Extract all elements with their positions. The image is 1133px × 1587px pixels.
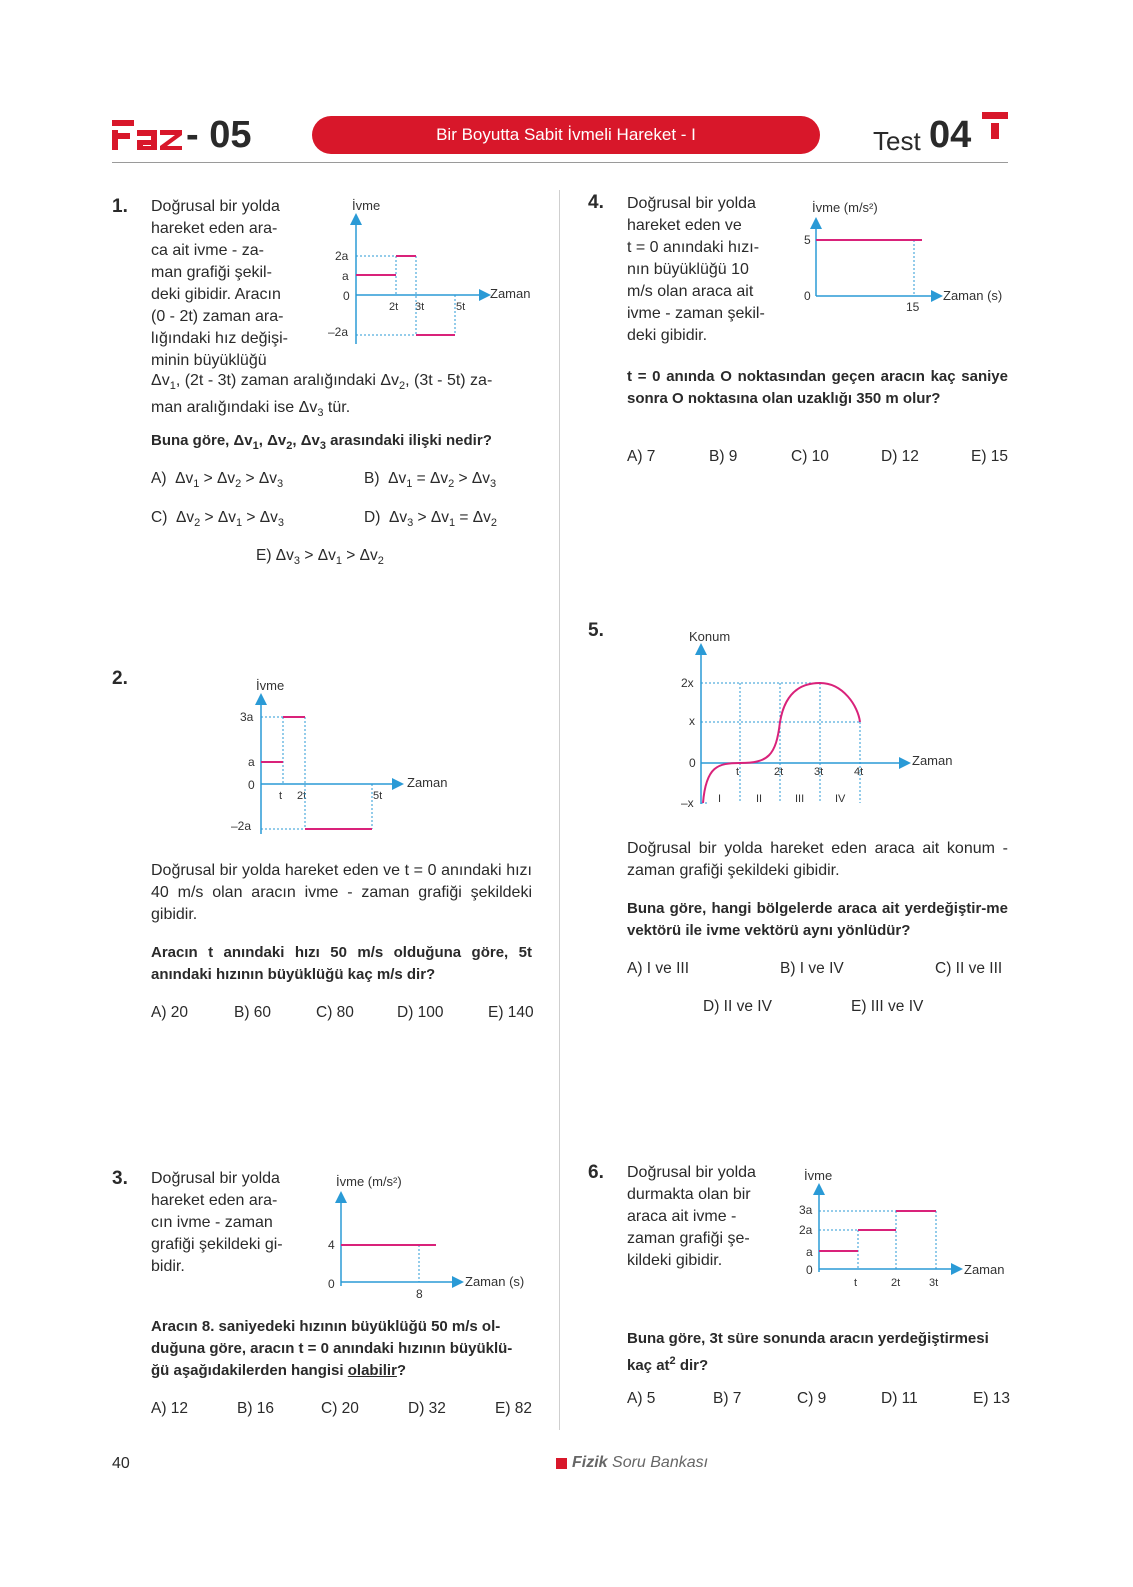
- svg-text:2t: 2t: [389, 301, 399, 313]
- q5-option-a[interactable]: A) I ve III: [627, 960, 690, 977]
- svg-text:0: 0: [248, 778, 255, 792]
- faz-logo: [112, 118, 184, 152]
- q2-x-label: Zaman: [407, 775, 448, 790]
- column-divider: [559, 190, 560, 1430]
- q1-question: Buna göre, $\Delta v_1$, $\Delta v_2$, $\Delta v_3$ arasındaki ilişki nedir?: [151, 432, 492, 452]
- q5-text: Doğrusal bir yolda hareket eden araca ait konum - zaman grafiği şekildeki gibidir.: [627, 840, 1008, 879]
- svg-text:II: II: [756, 793, 763, 805]
- q6-question: Buna göre, 3t süre sonunda aracın yerdeğiştirmesi kaç $at^2$ dir?: [627, 1330, 989, 1374]
- svg-text:15: 15: [906, 300, 920, 314]
- page-number: 40: [112, 1455, 130, 1472]
- q4-graph: [796, 196, 1016, 320]
- q6-x-label: Zaman: [964, 1262, 1005, 1277]
- svg-text:0: 0: [804, 289, 811, 303]
- q5-option-c[interactable]: C) II ve III: [935, 960, 1003, 977]
- svg-text:III: III: [795, 793, 805, 805]
- svg-text:x: x: [689, 714, 695, 728]
- svg-text:3t: 3t: [415, 301, 425, 313]
- q6-option-e[interactable]: E) 13: [973, 1390, 1011, 1407]
- svg-text:I: I: [718, 793, 722, 805]
- q1-y-label: İvme: [352, 198, 381, 213]
- q3-option-d[interactable]: D) 32: [408, 1400, 446, 1417]
- svg-text:4t: 4t: [854, 766, 864, 778]
- svg-text:2t: 2t: [297, 790, 307, 802]
- svg-text:2a: 2a: [335, 249, 349, 263]
- q3-option-e[interactable]: E) 82: [495, 1400, 533, 1417]
- topic-banner: Bir Boyutta Sabit İvmeli Hareket - I: [312, 116, 820, 154]
- q2-option-a[interactable]: A) 20: [151, 1004, 189, 1021]
- svg-text:–2a: –2a: [231, 819, 252, 833]
- test-number: 04: [929, 114, 972, 156]
- svg-text:a: a: [342, 269, 349, 283]
- svg-text:3a: 3a: [240, 710, 254, 724]
- svg-text:2x: 2x: [681, 676, 694, 690]
- svg-text:8: 8: [416, 1287, 423, 1301]
- q3-number: 3.: [112, 1168, 128, 1189]
- q6-y-label: İvme: [804, 1168, 833, 1183]
- svg-text:t: t: [736, 766, 740, 778]
- svg-text:3t: 3t: [929, 1277, 939, 1289]
- q3-text: Doğrusal bir yolda hareket eden ara- cın ivme - zaman grafiği şekildeki gi- bidir.: [151, 1170, 283, 1275]
- q6-option-b[interactable]: B) 7: [713, 1390, 742, 1407]
- q5-y-label: Konum: [689, 629, 731, 644]
- q6-option-a[interactable]: A) 5: [627, 1390, 656, 1407]
- q2-y-label: İvme: [256, 678, 285, 693]
- q1-option-d[interactable]: D) $\Delta v_3 > \Delta v_1 = \Delta v_2$: [364, 509, 498, 530]
- q6-text: Doğrusal bir yolda durmakta olan bir araca ait ivme - zaman grafiği şe- kildeki gibidir.: [627, 1164, 756, 1269]
- svg-text:0: 0: [328, 1277, 335, 1291]
- q2-question: Aracın t anındaki hızı 50 m/s olduğuna göre, 5t anındaki hızının büyüklüğü kaç m/s dir?: [151, 944, 532, 983]
- q1-option-b[interactable]: B) $\Delta v_1 = \Delta v_2 > \Delta v_3$: [364, 470, 497, 491]
- svg-text:3a: 3a: [799, 1203, 813, 1217]
- svg-text:0: 0: [806, 1263, 813, 1277]
- svg-text:t: t: [854, 1277, 858, 1289]
- svg-text:0: 0: [689, 756, 696, 770]
- svg-text:5: 5: [804, 233, 811, 247]
- q3-y-label: İvme (m/s²): [336, 1174, 402, 1189]
- q6-option-d[interactable]: D) 11: [881, 1390, 918, 1407]
- q4-number: 4.: [588, 192, 604, 213]
- q2-number: 2.: [112, 668, 128, 689]
- svg-text:–2a: –2a: [328, 325, 349, 339]
- q2-option-e[interactable]: E) 140: [488, 1004, 534, 1021]
- footer-title: Fizik Soru Bankası: [572, 1454, 709, 1471]
- svg-text:2t: 2t: [891, 1277, 901, 1289]
- q4-y-label: İvme (m/s²): [812, 200, 878, 215]
- q3-option-a[interactable]: A) 12: [151, 1400, 189, 1417]
- q2-text: Doğrusal bir yolda hareket eden ve t = 0 anındaki hızı 40 m/s olan aracın ivme - zaman grafiği şekildeki gibidir.: [151, 862, 532, 923]
- q1-option-e[interactable]: E) $\Delta v_3 > \Delta v_1 > \Delta v_2$: [256, 547, 384, 568]
- q1-graph: [318, 198, 538, 348]
- q2-option-b[interactable]: B) 60: [234, 1004, 272, 1021]
- footer-square-icon: [556, 1458, 567, 1469]
- q4-option-c[interactable]: C) 10: [791, 448, 829, 465]
- svg-text:–x: –x: [681, 796, 694, 810]
- q1-text: Doğrusal bir yolda hareket eden ara- ca ait ivme - za- man grafiği şekil- deki gibidir. Aracın (0 - 2t) zaman ara- lığındaki hız değişi- minin büyüklüğü: [151, 198, 288, 369]
- svg-text:0: 0: [343, 289, 350, 303]
- q6-option-c[interactable]: C) 9: [797, 1390, 827, 1407]
- q5-x-label: Zaman: [912, 753, 953, 768]
- q3-x-label: Zaman (s): [465, 1274, 525, 1289]
- q1-x-label: Zaman: [490, 286, 531, 301]
- q4-option-e[interactable]: E) 15: [971, 448, 1009, 465]
- svg-text:a: a: [248, 755, 255, 769]
- corner-mark-icon: [982, 112, 1012, 142]
- svg-text:5t: 5t: [373, 790, 383, 802]
- q4-option-a[interactable]: A) 7: [627, 448, 656, 465]
- q4-question: t = 0 anında O noktasından geçen aracın kaç saniye sonra O noktasına olan uzaklığı 350 m olur?: [627, 368, 1008, 407]
- svg-text:5t: 5t: [456, 301, 466, 313]
- test-word: Test: [873, 126, 921, 156]
- q4-x-label: Zaman (s): [943, 288, 1003, 303]
- q3-graph: [316, 1170, 536, 1302]
- q4-option-d[interactable]: D) 12: [881, 448, 919, 465]
- q5-option-b[interactable]: B) I ve IV: [780, 960, 844, 977]
- q6-number: 6.: [588, 1162, 604, 1183]
- q1-option-c[interactable]: C) $\Delta v_2 > \Delta v_1 > \Delta v_3$: [151, 509, 285, 530]
- q6-graph: [794, 1162, 1014, 1294]
- svg-text:2t: 2t: [774, 766, 784, 778]
- svg-text:a: a: [806, 1245, 813, 1259]
- svg-text:IV: IV: [835, 793, 846, 805]
- q1-number: 1.: [112, 196, 128, 217]
- unit-number: - 05: [186, 114, 252, 156]
- q2-option-d[interactable]: D) 100: [397, 1004, 444, 1021]
- svg-text:t: t: [279, 790, 283, 802]
- q3-question: Aracın 8. saniyedeki hızının büyüklüğü 50 m/s ol- duğuna göre, aracın t = 0 anındaki hızının büyüklü- ğü aşağıdakilerden hangisi olabilir?: [151, 1318, 513, 1379]
- q5-graph: [668, 626, 968, 816]
- q2-option-c[interactable]: C) 80: [316, 1004, 354, 1021]
- q3-option-b[interactable]: B) 16: [237, 1400, 275, 1417]
- q2-graph: [225, 676, 465, 838]
- svg-text:4: 4: [328, 1238, 335, 1252]
- q4-text: Doğrusal bir yolda hareket eden ve t = 0 anındaki hızı- nın büyüklüğü 10 m/s olan araca ait ivme - zaman şekil- deki gibidir.: [627, 195, 765, 344]
- q1-text-continued: $\Delta v_1$, (2t - 3t) zaman aralığındaki $\Delta v_2$, (3t - 5t) za- man aralığındaki ise $\Delta v_3$ tür.: [151, 372, 493, 420]
- q5-question: Buna göre, hangi bölgelerde araca ait yerdeğiştir-me vektörü ile ivme vektörü aynı yönlüdür?: [627, 900, 1008, 939]
- q3-option-c[interactable]: C) 20: [321, 1400, 359, 1417]
- svg-text:2a: 2a: [799, 1223, 813, 1237]
- q4-option-b[interactable]: B) 9: [709, 448, 738, 465]
- q5-number: 5.: [588, 620, 604, 641]
- q5-option-d[interactable]: D) II ve IV: [703, 998, 772, 1015]
- q5-option-e[interactable]: E) III ve IV: [851, 998, 924, 1015]
- q1-option-a[interactable]: A) $\Delta v_1 > \Delta v_2 > \Delta v_3$: [151, 470, 284, 491]
- svg-text:3t: 3t: [814, 766, 824, 778]
- header-rule: [112, 162, 1008, 163]
